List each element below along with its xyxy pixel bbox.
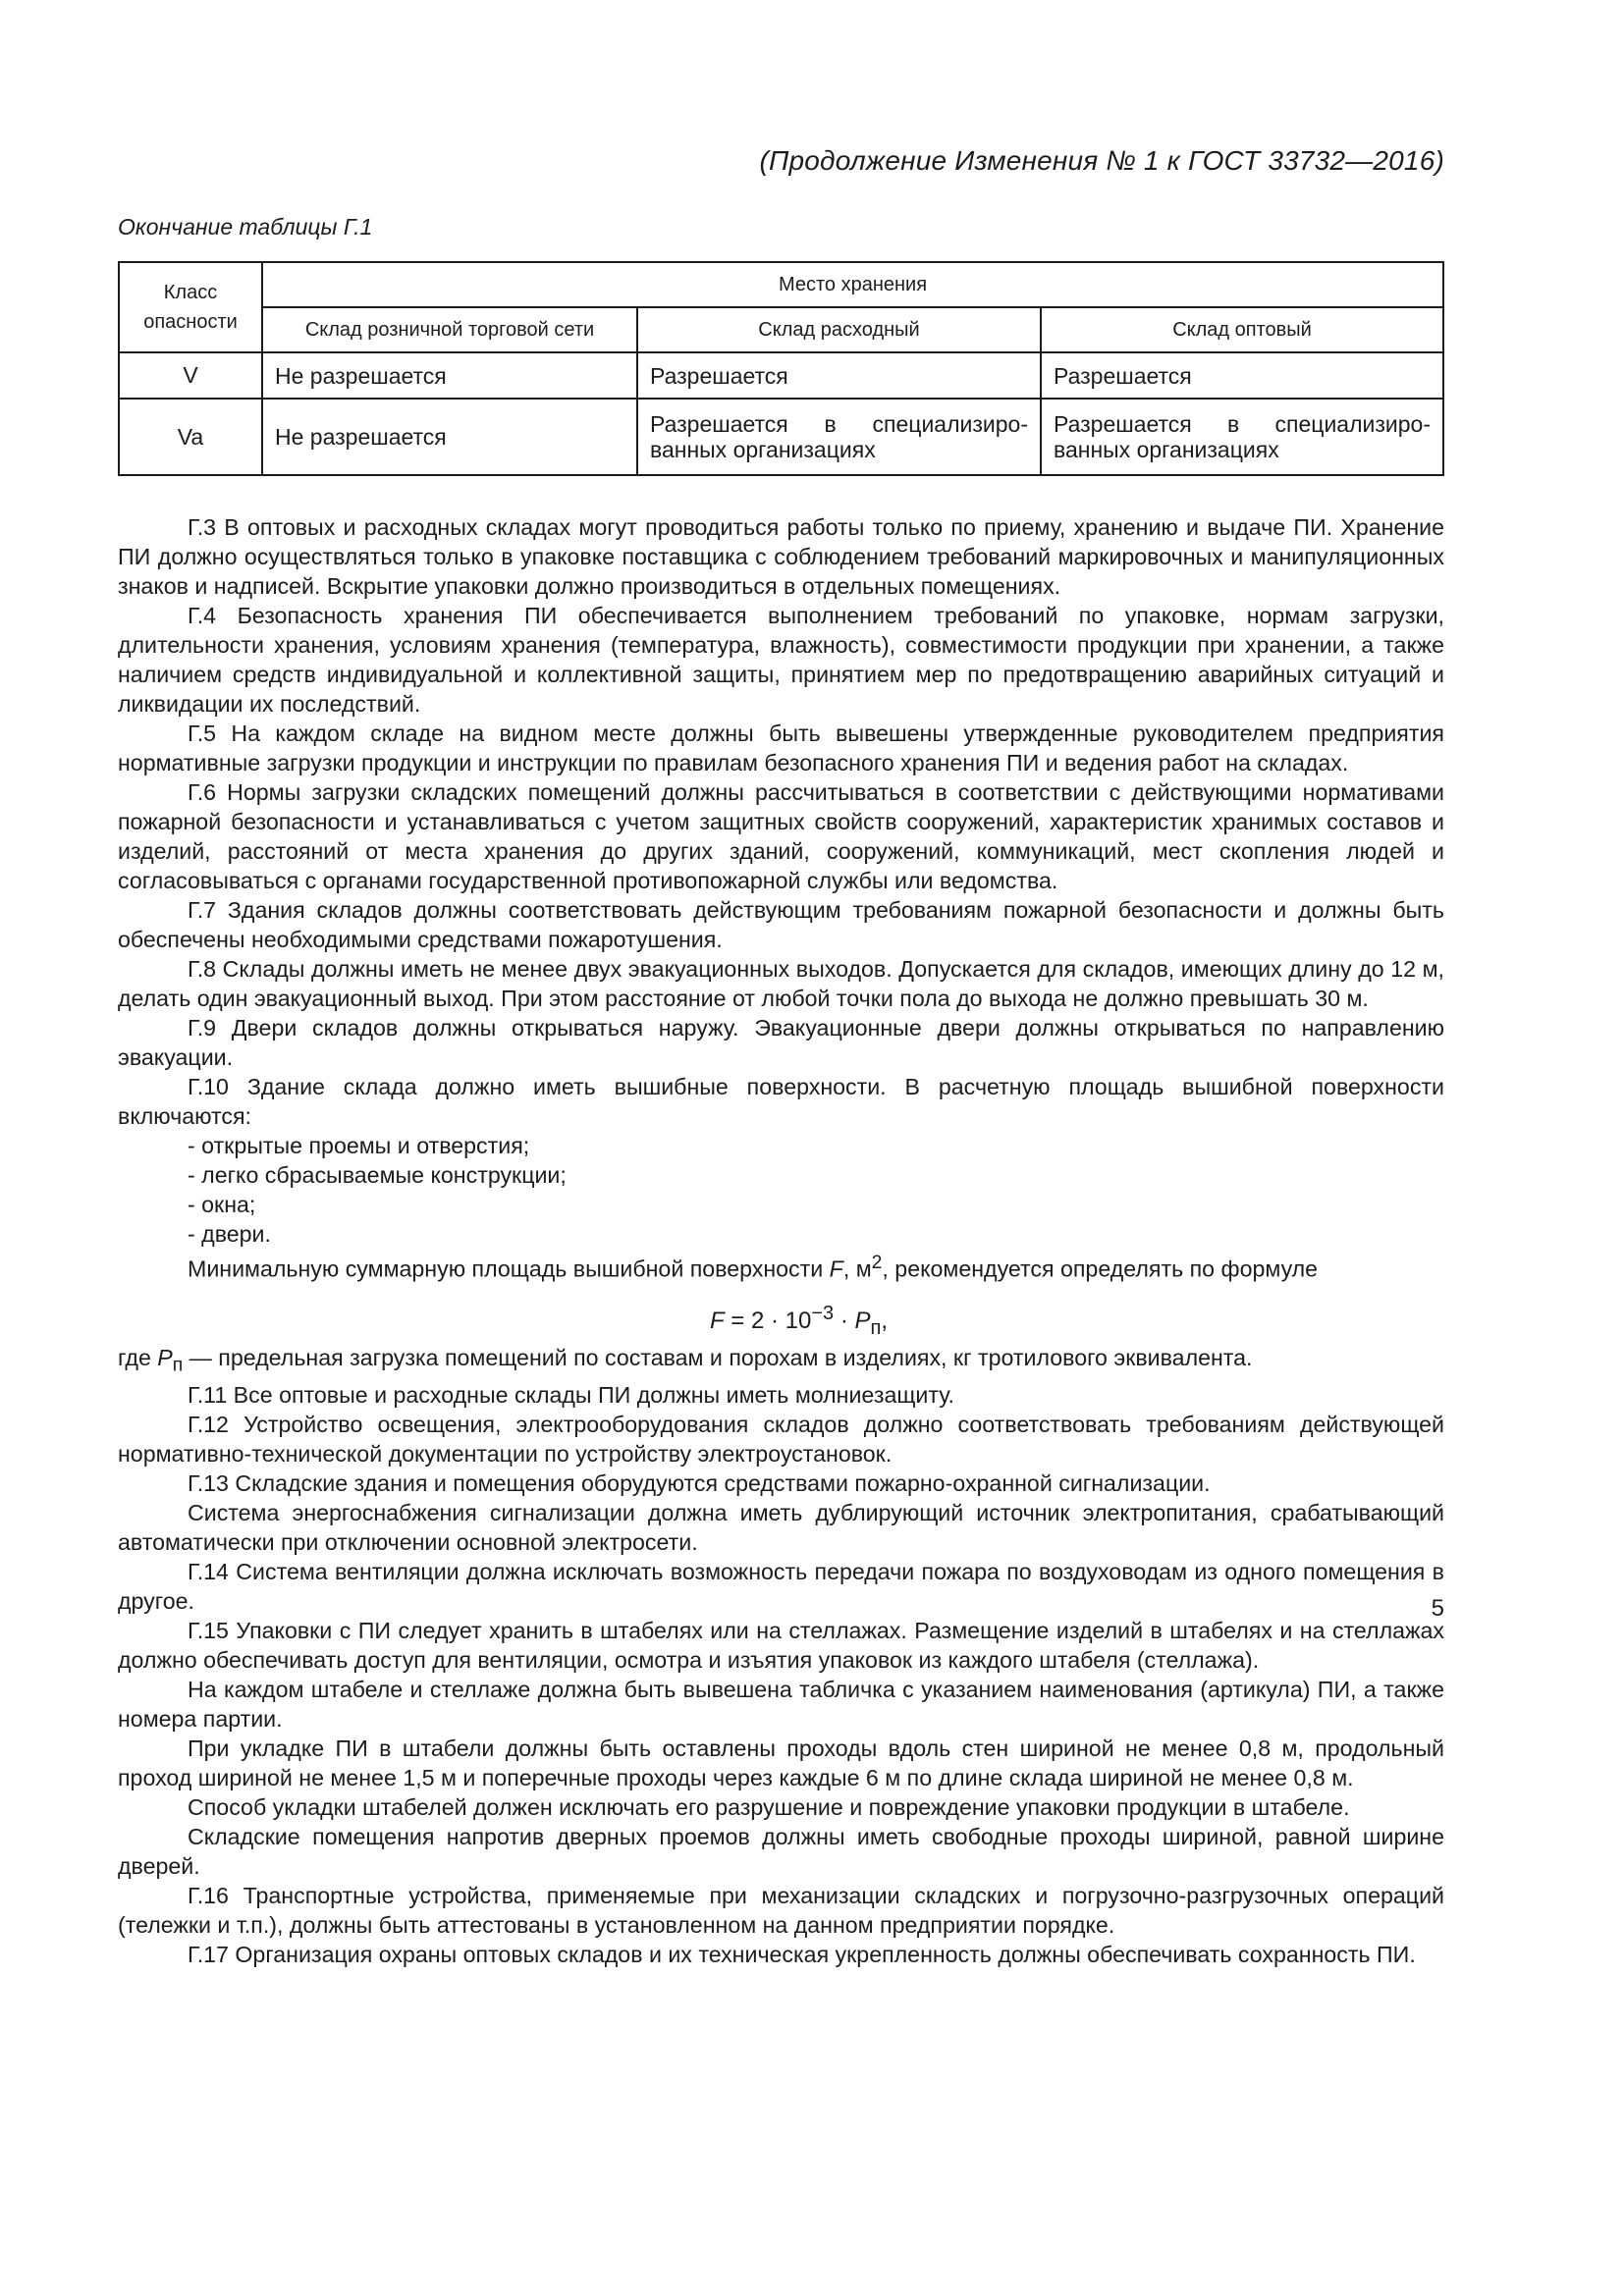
paragraph-g13: Г.13 Складские здания и помещения оборудуются средствами пожарно-охранной сигнализации.	[188, 1470, 1211, 1497]
paragraph-g5: Г.5 На каждом складе на видном месте должны быть вывешены утвержденные руководителем предприятия нормативные загрузки продукции и инструкции по правилам безопасного хранения ПИ и ведения работ на складах.	[118, 721, 1444, 775]
list-item: - окна;	[188, 1192, 256, 1217]
paragraph-g4: Г.4 Безопасность хранения ПИ обеспечивается выполнением требований по упаковке, нормам загрузки, длительности хранения, условиям хранения (температура, влажность), совместимости продукции при хранении, а также наличием средств индивидуальной и коллективной защиты, принятием мер по предотвращению аварийных ситуаций и ликвидации их последствий.	[118, 603, 1444, 717]
running-header: (Продолжение Изменения № 1 к ГОСТ 33732—2016)	[759, 145, 1444, 176]
paragraph-g15-label: На каждом штабеле и стеллаже должна быть вывешена табличка с указанием наименования (артикула) ПИ, а также номера партии.	[118, 1677, 1444, 1733]
storage-table	[118, 261, 1444, 476]
paragraph-g11: Г.11 Все оптовые и расходные склады ПИ должны иметь молниезащиту.	[188, 1382, 954, 1409]
paragraph-g14: Г.14 Система вентиляции должна исключать возможность передачи пожара по воздуховодам из одного помещения в другое.	[118, 1559, 1444, 1615]
paragraph-g16: Г.16 Транспортные устройства, применяемые при механизации складских и погрузочно-разгрузочных операций (тележки и т.п.), должны быть аттестованы в установленном на данном предприятии порядке.	[118, 1883, 1444, 1939]
cell-consumable: Разрешается	[637, 352, 1041, 399]
header-wholesale: Склад оптовый	[1041, 307, 1443, 352]
cell-wholesale: Разрешается в специализиро-ванных организациях	[1041, 399, 1443, 475]
paragraph-g15: Г.15 Упаковки с ПИ следует хранить в штабелях или на стеллажах. Размещение изделий в штабелях и на стеллажах должно обеспечивать доступ для вентиляции, осмотра и изъятия упаковок из каждого штабеля (стеллажа).	[118, 1618, 1444, 1674]
cell-wholesale: Разрешается	[1041, 352, 1443, 399]
table-caption: Окончание таблицы Г.1	[118, 214, 373, 240]
list-item: - открытые проемы и отверстия;	[188, 1133, 530, 1158]
paragraph-g12: Г.12 Устройство освещения, электрооборудования складов должно соответствовать требованиям действующей нормативно-технической документации по устройству электроустановок.	[118, 1412, 1444, 1468]
cell-class: V	[119, 352, 262, 399]
list-item: - легко сбрасываемые конструкции;	[188, 1162, 567, 1188]
paragraph-g15-doors: Складские помещения напротив дверных проемов должны иметь свободные проходы шириной, равной ширине дверей.	[118, 1824, 1444, 1880]
page-number: 5	[1431, 1595, 1444, 1622]
paragraph-g6: Г.6 Нормы загрузки складских помещений должны рассчитываться в соответствии с действующими нормативами пожарной безопасности и устанавливаться с учетом защитных свойств сооружений, характеристик хранимых составов и изделий, расстояний от места хранения до других зданий, сооружений, коммуникаций, мест скопления людей и согласовываться с органами государственной противопожарной службы или ведомства.	[118, 779, 1444, 893]
table-row	[119, 399, 1443, 475]
header-storage-place: Место хранения	[262, 262, 1443, 307]
paragraph-g17: Г.17 Организация охраны оптовых складов и их техническая укрепленность должны обеспечивать сохранность ПИ.	[188, 1942, 1416, 1968]
body-text	[118, 512, 1444, 1969]
table-row	[119, 352, 1443, 399]
list-item: - двери.	[188, 1221, 271, 1247]
paragraph-g7: Г.7 Здания складов должны соответствовать действующим требованиям пожарной безопасности и должны быть обеспечены необходимыми средствами пожаротушения.	[118, 897, 1444, 952]
paragraph-g13-power: Система энергоснабжения сигнализации должна иметь дублирующий источник электропитания, срабатывающий автоматически при отключении основной электросети.	[118, 1500, 1444, 1556]
paragraph-g8: Г.8 Склады должны иметь не менее двух эвакуационных выходов. Допускается для складов, имеющих длину до 12 м, делать один эвакуационный выход. При этом расстояние от любой точки пола до выхода не должно превышать 30 м.	[118, 956, 1444, 1011]
paragraph-g15-stacking: Способ укладки штабелей должен исключать его разрушение и повреждение упаковки продукции в штабеле.	[188, 1794, 1350, 1821]
paragraph-g10: Г.10 Здание склада должно иметь вышибные поверхности. В расчетную площадь вышибной поверхности включаются:	[118, 1074, 1444, 1129]
paragraph-g3: Г.3 В оптовых и расходных складах могут проводиться работы только по приему, хранению и выдаче ПИ. Хранение ПИ должно осуществляться только в упаковке поставщика с соблюдением требований маркировочных и манипуляционных знаков и надписей. Вскрытие упаковки должно производиться в отдельных помещениях.	[118, 514, 1444, 599]
formula-where: где $P_п$ — предельная загрузка помещений по составам и порохам в изделиях, кг тротилового эквивалента.	[118, 1344, 1253, 1376]
cell-class: Va	[119, 399, 262, 475]
formula-intro: Минимальную суммарную площадь вышибной поверхности F, $м^2$, рекомендуется определять по формуле	[188, 1253, 1319, 1282]
cell-consumable: Разрешается в специализиро-ванных организациях	[637, 399, 1041, 475]
paragraph-g9: Г.9 Двери складов должны открываться наружу. Эвакуационные двери должны открываться по направлению эвакуации.	[118, 1015, 1444, 1070]
header-class: Класс опасности	[119, 262, 262, 352]
cell-retail: Не разрешается	[262, 352, 637, 399]
cell-retail: Не разрешается	[262, 399, 637, 475]
header-consumable: Склад расходный	[637, 307, 1041, 352]
paragraph-g15-passages: При укладке ПИ в штабели должны быть оставлены проходы вдоль стен шириной не менее 0,8 м, продольный проход шириной не менее 1,5 м и поперечные проходы через каждые 6 м по длине склада шириной не менее 0,8 м.	[118, 1735, 1444, 1791]
header-retail: Склад розничной торговой сети	[262, 307, 637, 352]
formula: $F = 2 \cdot 10^{-3} \cdot P_п$,	[709, 1302, 889, 1339]
